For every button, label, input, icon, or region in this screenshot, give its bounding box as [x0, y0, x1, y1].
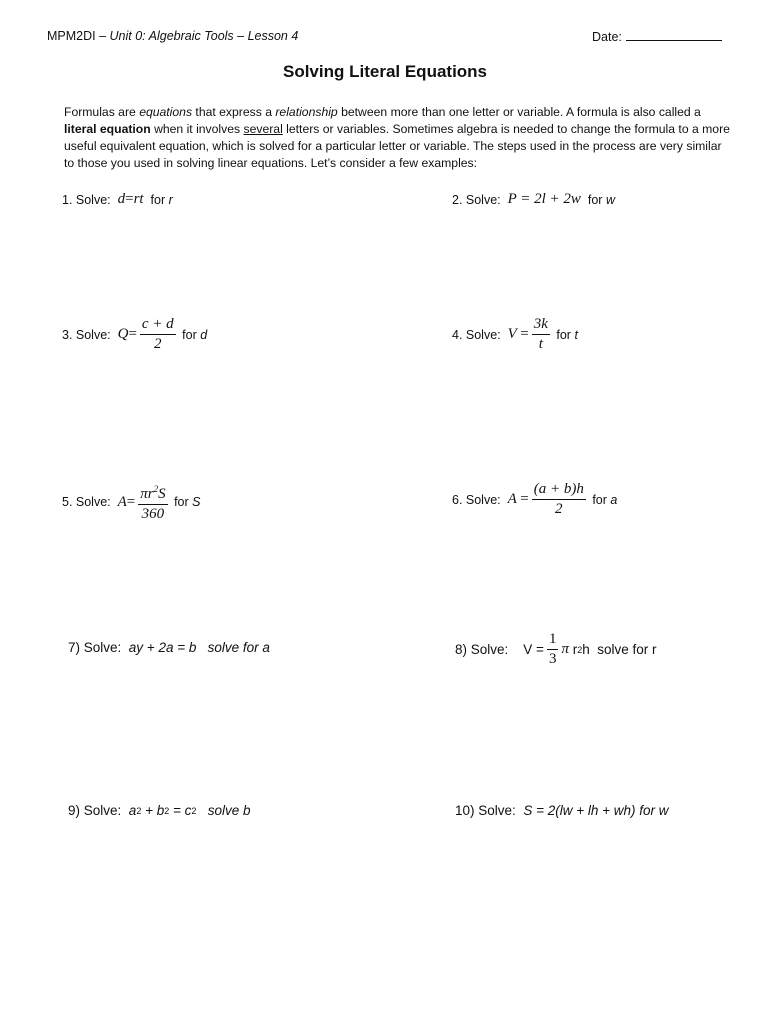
problem-label: 3. Solve:: [62, 327, 111, 342]
fraction: $\frac{c + d}{2}$: [141, 316, 174, 352]
course-code: MPM2DI: [47, 29, 96, 43]
problem-label: 5. Solve:: [62, 495, 111, 509]
problem-6: 6. Solve: A = $\frac{(a + b)h}{2}$ for a: [452, 481, 618, 517]
problem-label: 4. Solve:: [452, 327, 501, 342]
problem-5: 5. Solve: A = $\frac{\pi r^2S}{360}$ for S: [62, 481, 201, 523]
fraction: $\frac{1}{3}$: [548, 631, 557, 667]
fraction: $\frac{(a + b)h}{2}$: [533, 481, 584, 517]
worksheet-header: MPM2DI – Unit 0: Algebraic Tools – Lesson 4: [47, 29, 299, 43]
problem-label: 10) Solve:: [455, 803, 516, 818]
problem-4: 4. Solve: V = $\frac{3k}{t}$ for t: [452, 316, 578, 352]
lesson-title: Lesson 4: [247, 29, 299, 43]
date-field: [592, 29, 722, 44]
date-label: Date:: [592, 30, 622, 44]
problem-9: 9) Solve: a 2 + b 2 = c 2 solve b: [68, 803, 251, 818]
problem-3: 3. Solve: Q = $\frac{c + d}{2}$ for d: [62, 316, 208, 352]
problem-label: 9) Solve:: [68, 803, 122, 818]
date-blank-line[interactable]: [626, 29, 722, 41]
problem-10: 10) Solve: S = 2(lw + lh + wh) for w: [455, 803, 669, 818]
unit-title: Unit 0: Algebraic Tools: [109, 29, 234, 43]
page-title: Solving Literal Equations: [282, 62, 488, 81]
problem-label: 7) Solve:: [68, 640, 122, 655]
problem-7: 7) Solve: ay + 2a = b solve for a: [68, 640, 270, 655]
problem-label: 2. Solve:: [452, 192, 501, 207]
problem-1: 1. Solve: d = rt for r: [62, 191, 173, 207]
problem-2: 2. Solve: P = 2l + 2w for w: [452, 191, 615, 207]
problem-8: 8) Solve: V = $\frac{1}{3}$ π r 2 h solve for r: [455, 631, 657, 667]
intro-paragraph: Formulas are equations that express a relationship between more than one letter or variable. A formula is also called a literal equation when it involves several letters or variables. Sometimes algebra is needed to change the formula to a more useful equivalent equation, which is solved for a particular letter or variable. The steps used in the process are very similar to those you used in solving linear equations. Let’s consider a few examples:: [64, 105, 730, 170]
problem-label: 1. Solve:: [62, 192, 111, 207]
problem-label: 8) Solve:: [455, 642, 509, 657]
problem-label: 6. Solve:: [452, 492, 501, 507]
fraction: $\frac{\pi r^2S}{360}$: [138, 481, 167, 523]
fraction: $\frac{3k}{t}$: [533, 316, 548, 352]
